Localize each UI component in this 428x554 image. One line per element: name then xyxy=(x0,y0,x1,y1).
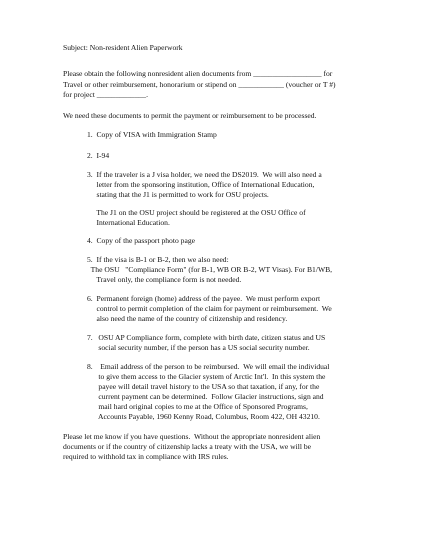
list-item-2: 2. I-94 xyxy=(87,151,110,160)
list-item-8-line-6: Accounts Payable, 1960 Kenny Road, Columbus, Room 422, OH 43210. xyxy=(87,412,320,421)
subject-line: Subject: Non-resident Alien Paperwork xyxy=(63,43,183,52)
list-item-7-line-1: 7. OSU AP Compliance form, complete with birth date, citizen status and US xyxy=(87,333,326,342)
list-item-3-line-2: letter from the sponsoring institution, Office of International Education, xyxy=(87,180,315,189)
list-item-4: 4. Copy of the passport photo page xyxy=(87,236,195,245)
closing-line-2: documents or if the country of citizenship lacks a treaty with the USA, we will be xyxy=(63,442,311,451)
closing-line-3: required to withhold tax in compliance with IRS rules. xyxy=(63,452,229,461)
list-item-8-line-3: payee will detail travel history to the USA so that taxation, if any, for the xyxy=(87,382,320,391)
list-item-8-line-4: current payment can be determined. Follow Glacier instructions, sign and xyxy=(87,392,324,401)
list-item-6-line-1: 6. Permanent foreign (home) address of the payee. We must perform export xyxy=(87,294,321,303)
need-statement: We need these documents to permit the payment or reimbursement to be processed. xyxy=(63,111,317,120)
closing-line-1: Please let me know if you have questions. Without the appropriate nonresident alien xyxy=(63,432,321,441)
list-item-8-line-5: mail hard original copies to me at the Office of Sponsored Programs, xyxy=(87,402,308,411)
list-item-6-line-3: also need the name of the country of citizenship and residency. xyxy=(87,314,288,323)
list-item-8-line-1: 8. Email address of the person to be reimbursed. We will email the individual xyxy=(87,362,330,371)
list-item-7-line-2: social security number, if the person has a US social security number. xyxy=(87,343,310,352)
list-item-5-line-1: 5. If the visa is B-1 or B-2, then we also need: xyxy=(87,255,229,264)
list-item-3-line-3: stating that the J1 is permitted to work for OSU projects. xyxy=(87,190,269,199)
list-item-1: 1. Copy of VISA with Immigration Stamp xyxy=(87,130,217,139)
intro-line-2: Travel or other reimbursement, honorarium or stipend on ____________ (voucher or T #) xyxy=(63,80,336,89)
list-item-5-line-2: The OSU "Compliance Form" (for B-1, WB OR B-2, WT Visas). For B1/WB, xyxy=(87,265,333,274)
list-item-5-line-3: Travel only, the compliance form is not needed. xyxy=(87,275,242,284)
list-item-6-line-2: control to permit completion of the claim for payment or reimbursement. We xyxy=(87,304,332,313)
intro-line-1: Please obtain the following nonresident alien documents from __________________ for xyxy=(63,69,333,78)
list-item-3-note-line-2: International Education. xyxy=(87,218,170,227)
list-item-3-line-1: 3. If the traveler is a J visa holder, we need the DS2019. We will also need a xyxy=(87,170,322,179)
list-item-3-note-line-1: The J1 on the OSU project should be registered at the OSU Office of xyxy=(87,208,306,217)
list-item-8-line-2: to give them access to the Glacier system of Arctic Int'l. In this system the xyxy=(87,372,326,381)
intro-line-3: for project _____________. xyxy=(63,90,148,99)
